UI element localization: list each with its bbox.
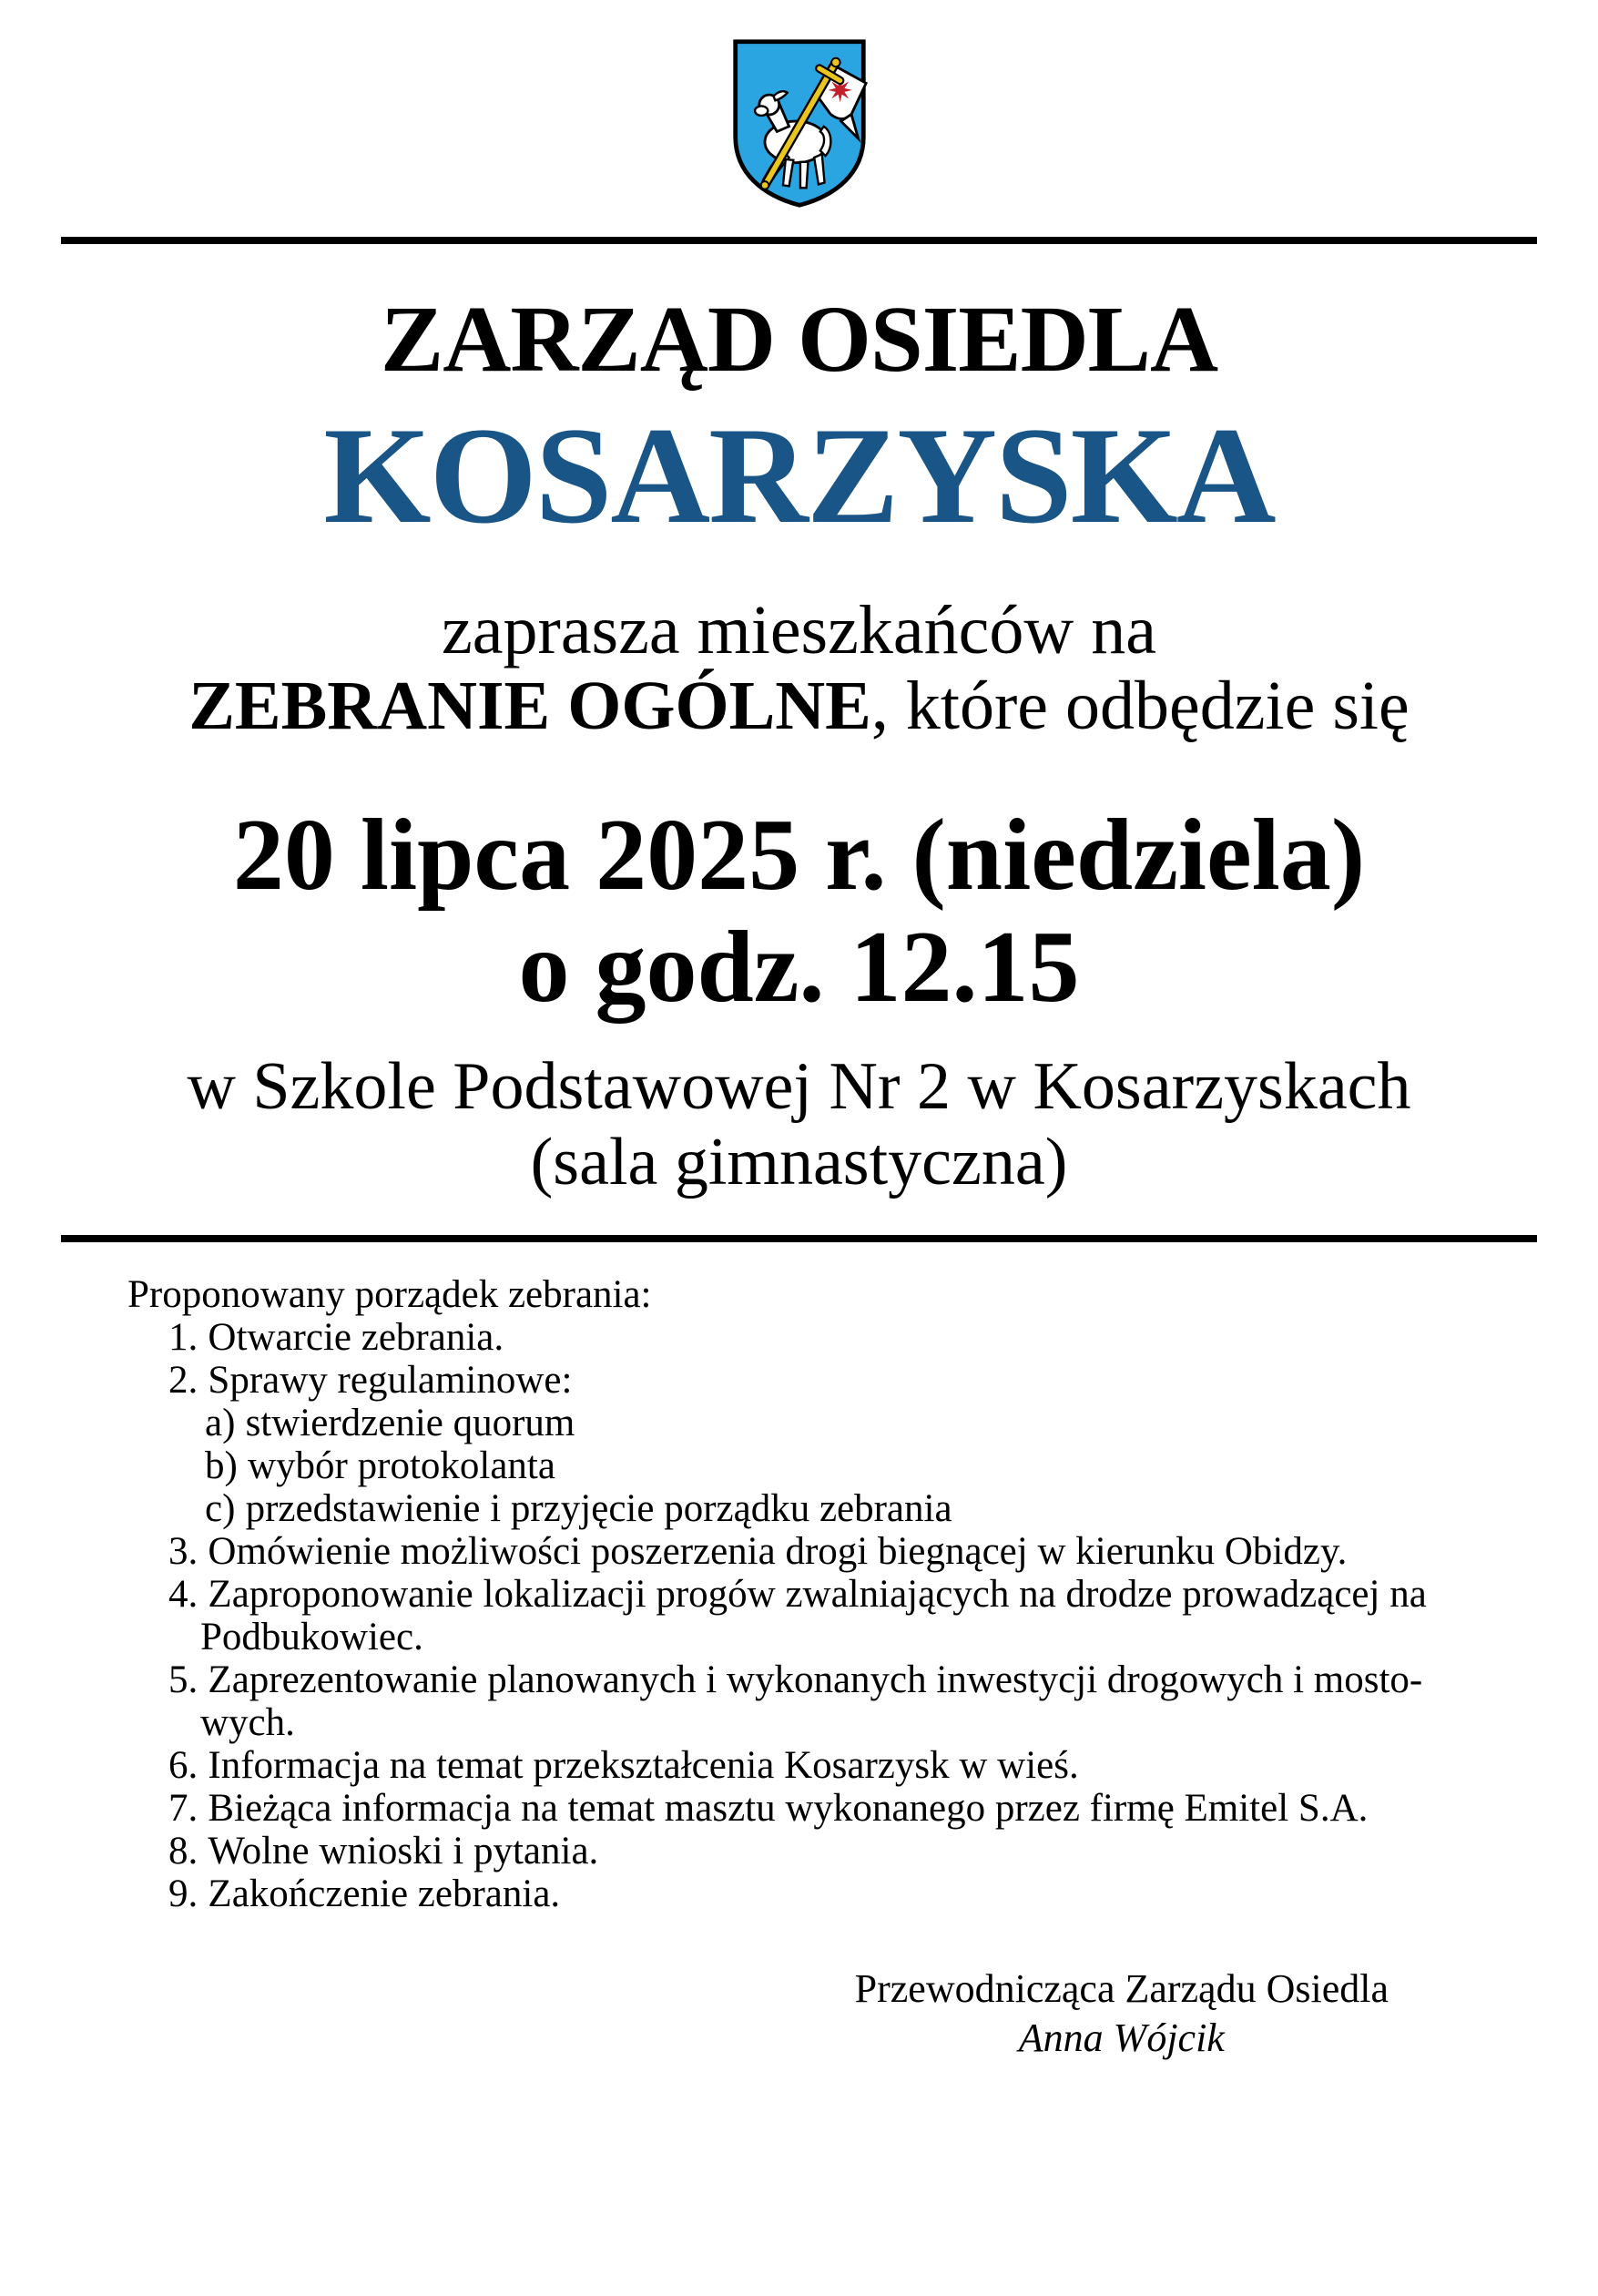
invitation-line2-rest: , które odbędzie się xyxy=(870,668,1410,745)
meeting-venue xyxy=(0,1049,1598,1200)
agenda-item-5-number: 5. xyxy=(168,1658,198,1702)
agenda-intro: Proponowany porządek zebrania: xyxy=(127,1273,652,1317)
agenda-item-4-continuation: Podbukowiec. xyxy=(200,1616,423,1659)
top-divider xyxy=(61,237,1537,244)
agenda-item-2: 2. Sprawy regulaminowe: xyxy=(168,1359,573,1403)
agenda-item-7-number: 7. xyxy=(168,1787,198,1831)
agenda-item-2b: b) wybór protokolanta xyxy=(205,1444,555,1488)
invitation-text xyxy=(0,593,1598,745)
agenda-item-8-number: 8. xyxy=(168,1830,198,1873)
agenda-item-1: 1. Otwarcie zebrania. xyxy=(168,1316,504,1360)
agenda-item-8: 8. Wolne wnioski i pytania. xyxy=(168,1830,599,1873)
agenda-item-3: 3. Omówienie możliwości poszerzenia drogi biegnącej w kierunku Obidzy. xyxy=(168,1530,1348,1574)
coat-of-arms xyxy=(730,36,869,209)
meeting-type-label: ZEBRANIE OGÓLNE xyxy=(188,668,871,745)
announcement-page xyxy=(0,36,1598,2296)
signature-block xyxy=(855,1964,1389,2062)
agenda-item-2a: a) stwierdzenie quorum xyxy=(205,1402,575,1445)
agenda-item-2-number: 2. xyxy=(168,1359,198,1403)
invitation-line2 xyxy=(0,668,1598,745)
venue-line1: w Szkole Podstawowej Nr 2 w Kosarzyskach xyxy=(187,1049,1411,1125)
signature-role: Przewodnicząca Zarządu Osiedla xyxy=(854,1966,1389,2012)
agenda-item-3-number: 3. xyxy=(168,1530,198,1574)
agenda-item-2a-letter: a) xyxy=(205,1402,236,1445)
meeting-date: 20 lipca 2025 r. (niedziela) xyxy=(232,798,1366,912)
coat-of-arms-icon xyxy=(730,36,869,209)
agenda-item-6: 6. Informacja na temat przekształcenia Kosarzysk w wieś. xyxy=(168,1744,1079,1788)
org-name-line1: ZARZĄD OSIEDLA xyxy=(380,287,1218,392)
venue-line2: (sala gimnastyczna) xyxy=(530,1125,1068,1200)
agenda-item-2c: c) przedstawienie i przyjęcie porządku zebrania xyxy=(205,1487,952,1531)
agenda-item-1-number: 1. xyxy=(168,1316,198,1360)
agenda-item-6-number: 6. xyxy=(168,1744,198,1788)
agenda-item-9-number: 9. xyxy=(168,1873,198,1916)
agenda-item-5-continuation: wych. xyxy=(200,1701,295,1745)
agenda-section xyxy=(127,1273,1471,1915)
agenda-item-5: 5. Zaprezentowanie planowanych i wykonanych inwestycji drogowych i mosto- xyxy=(168,1658,1423,1702)
middle-divider xyxy=(61,1235,1537,1242)
agenda-item-7: 7. Bieżąca informacja na temat masztu wykonanego przez firmę Emitel S.A. xyxy=(168,1787,1369,1831)
org-name-line2: KOSARZYSKA xyxy=(323,399,1275,553)
agenda-item-9: 9. Zakończenie zebrania. xyxy=(168,1873,561,1916)
meeting-time: o godz. 12.15 xyxy=(518,911,1080,1025)
signature-name: Anna Wójcik xyxy=(1018,2015,1225,2060)
invitation-line1: zaprasza mieszkańców na xyxy=(442,591,1156,668)
agenda-item-4-number: 4. xyxy=(168,1573,198,1617)
agenda-item-4: 4. Zaproponowanie lokalizacji progów zwalniających na drodze prowadzącej na xyxy=(168,1573,1427,1617)
agenda-item-2c-letter: c) xyxy=(205,1487,236,1531)
meeting-datetime xyxy=(0,800,1598,1024)
agenda-item-2b-letter: b) xyxy=(205,1444,238,1488)
